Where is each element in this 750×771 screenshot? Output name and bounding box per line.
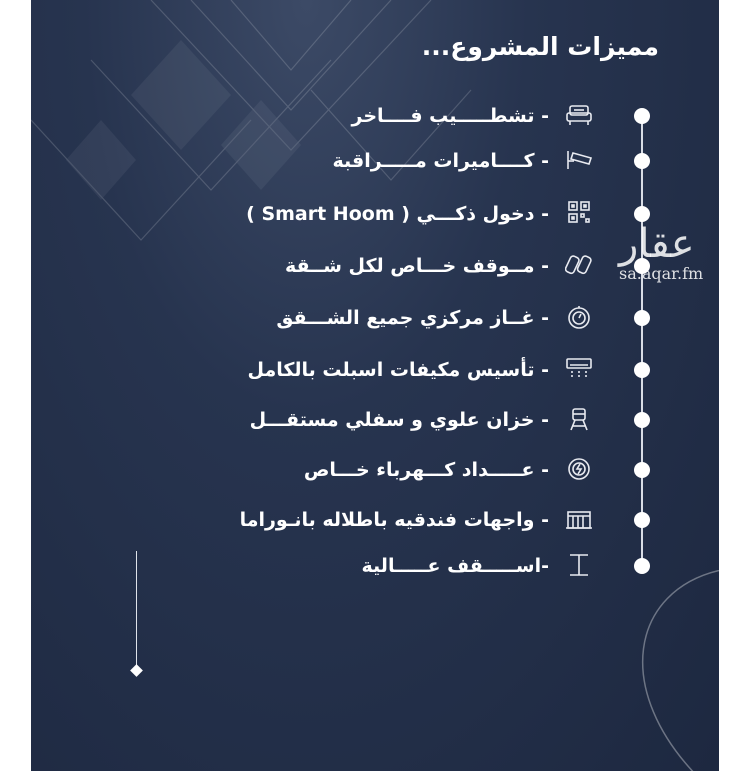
decorative-line [136, 551, 137, 666]
parking-icon [565, 252, 595, 280]
feature-label: -اســـــقف عـــــالية [361, 555, 549, 577]
project-features-poster [31, 0, 719, 771]
decorative-arc [571, 570, 719, 771]
sofa-icon [565, 102, 595, 130]
gas-gauge-icon [565, 304, 595, 332]
smart-entry-icon [565, 200, 595, 228]
feature-label: - كــــاميرات مـــــراقبة [332, 150, 549, 172]
feature-item-cameras [31, 146, 719, 176]
feature-label: - دخول ذكـــي ( Smart Hoom ) [246, 203, 549, 225]
feature-item-electric-meter [31, 455, 719, 485]
feature-label: - مــوقف خـــاص لكل شــقة [285, 255, 549, 277]
aqar-watermark [619, 222, 703, 283]
feature-label: - غــاز مركزي جميع الشـــقق [276, 307, 549, 329]
timeline-line [641, 112, 643, 568]
timeline-dot [634, 153, 650, 169]
feature-item-water-tank [31, 405, 719, 435]
feature-item-split-ac [31, 355, 719, 385]
timeline-dot [634, 310, 650, 326]
feature-item-parking [31, 251, 719, 281]
facade-building-icon [565, 506, 595, 534]
feature-label: - تأسيس مكيفات اسبلت بالكامل [247, 359, 549, 381]
timeline-dot [634, 108, 650, 124]
timeline-dot [634, 462, 650, 478]
water-tank-icon [565, 406, 595, 434]
feature-label: - واجهات فندقيه باطلاله بانـوراما [239, 509, 549, 531]
electric-meter-icon [565, 456, 595, 484]
air-conditioner-icon [565, 356, 595, 384]
timeline-dot [634, 512, 650, 528]
timeline-dot [634, 412, 650, 428]
timeline-dot [634, 206, 650, 222]
watermark-url: sa.aqar.fm [619, 264, 704, 283]
feature-label: - عـــــداد كـــهرباء خـــاص [303, 459, 549, 481]
page-title: مميزات المشروع... [421, 32, 659, 61]
feature-item-hotel-facades [31, 505, 719, 535]
feature-item-finishing [31, 101, 719, 131]
security-camera-icon [565, 147, 595, 175]
feature-item-smart-entry [31, 199, 719, 229]
watermark-logo: عقار [619, 221, 695, 267]
timeline-dot [634, 362, 650, 378]
feature-item-central-gas [31, 303, 719, 333]
feature-label: - تشطـــــيب فــــاخر [351, 105, 549, 127]
feature-label: - خزان علوي و سفلي مستقـــل [249, 409, 549, 431]
